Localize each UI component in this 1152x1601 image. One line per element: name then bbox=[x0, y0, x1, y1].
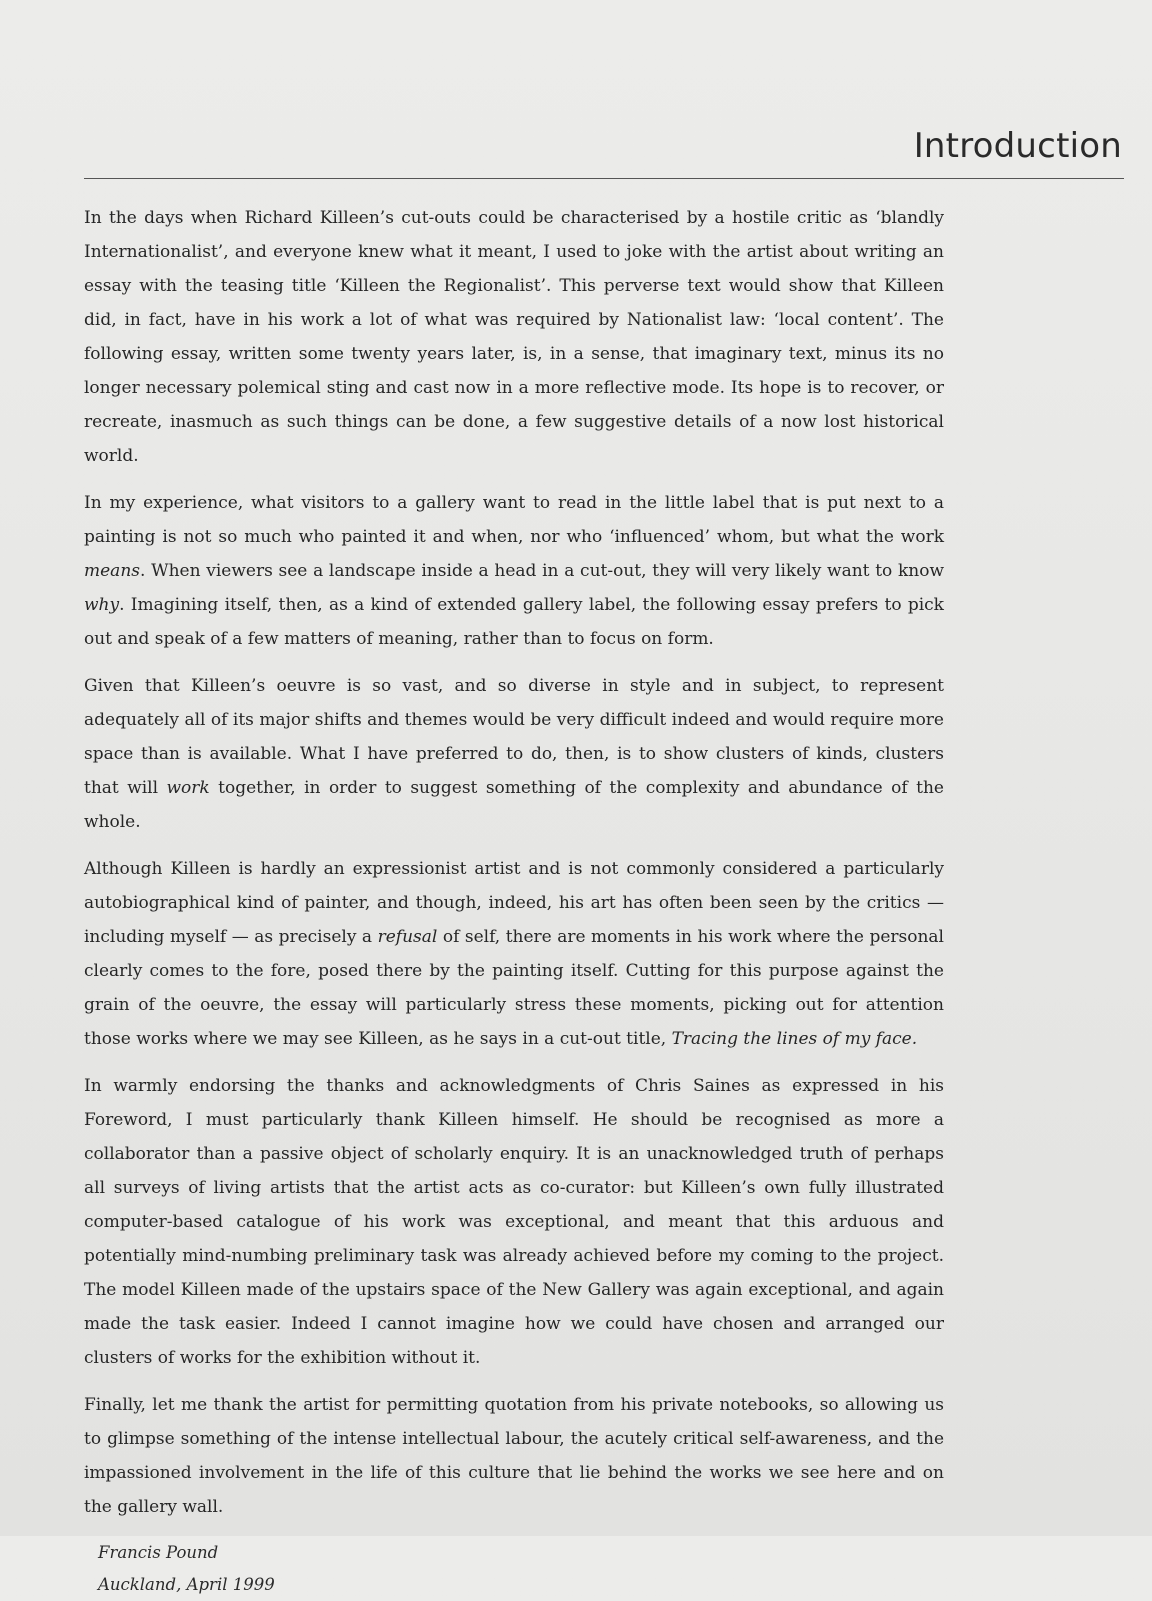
paragraph-2-text-c: . Imagining itself, then, as a kind of extended gallery label, the following essay prefers to pick out and speak of a few matters of meaning, rather than to focus on form. bbox=[84, 595, 944, 649]
paragraph-3-text-a: Given that Killeen’s oeuvre is so vast, and so diverse in style and in subject, to represent adequately all of its major shifts and themes would be very difficult indeed and would require more space than is available. What I have preferred to do, then, is to show clusters of kinds, clusters that will bbox=[84, 676, 944, 798]
paragraph-2-text-a: In my experience, what visitors to a gallery want to read in the little label that is put next to a painting is not so much who painted it and when, nor who ‘influenced’ whom, but what the work bbox=[84, 493, 944, 547]
emphasis-why: why bbox=[84, 595, 120, 615]
signature-block bbox=[84, 1537, 944, 1601]
paragraph-4 bbox=[84, 852, 944, 1056]
title-rule bbox=[84, 178, 1124, 179]
paragraph-3 bbox=[84, 669, 944, 839]
cut-out-title: Tracing the lines of my face. bbox=[671, 1029, 918, 1049]
paragraph-4-text-a: Although Killeen is hardly an expressionist artist and is not commonly considered a particularly autobiographical kind of painter, and though, indeed, his art has often been seen by the critics — including myself — as precisely a bbox=[84, 859, 944, 947]
emphasis-work: work bbox=[166, 778, 210, 798]
paragraph-6-text: Finally, let me thank the artist for permitting quotation from his private notebooks, so allowing us to glimpse something of the intense intellectual labour, the acutely critical self-awareness, and the impassioned involvement in the life of this culture that lie behind the works we see here and on the gallery wall. bbox=[84, 1395, 944, 1517]
body-text bbox=[84, 201, 944, 1601]
author-name: Francis Pound bbox=[98, 1543, 219, 1562]
paragraph-1 bbox=[84, 201, 944, 473]
paragraph-2-text-b: . When viewers see a landscape inside a head in a cut-out, they will very likely want to know bbox=[140, 561, 944, 581]
emphasis-means: means bbox=[84, 561, 140, 581]
paragraph-3-text-b: together, in order to suggest something of the complexity and abundance of the whole. bbox=[84, 778, 944, 832]
place-date: Auckland, April 1999 bbox=[98, 1575, 275, 1594]
paragraph-4-text-b: of self, there are moments in his work where the personal clearly comes to the fore, posed there by the painting itself. Cutting for this purpose against the grain of the oeuvre, the essay will particularly stress these moments, picking out for attention those works where we may see Killeen, as he says in a cut-out title, bbox=[84, 927, 944, 1049]
paragraph-6 bbox=[84, 1388, 944, 1524]
emphasis-refusal: refusal bbox=[377, 927, 438, 947]
paragraph-2 bbox=[84, 486, 944, 656]
page-title: Introduction bbox=[913, 126, 1122, 166]
paragraph-5-text: In warmly endorsing the thanks and acknowledgments of Chris Saines as expressed in his Foreword, I must particularly thank Killeen himself. He should be recognised as more a collaborator than a passive object of scholarly enquiry. It is an unacknowledged truth of perhaps all surveys of living artists that the artist acts as co-curator: but Killeen’s own fully illustrated computer-based catalogue of his work was exceptional, and meant that this arduous and potentially mind-numbing preliminary task was already achieved before my coming to the project. The model Killeen made of the upstairs space of the New Gallery was again exceptional, and again made the task easier. Indeed I cannot imagine how we could have chosen and arranged our clusters of works for the exhibition without it. bbox=[84, 1076, 944, 1368]
paragraph-1-text: In the days when Richard Killeen’s cut-outs could be characterised by a hostile critic as ‘blandly Internationalist’, and everyone knew what it meant, I used to joke with the artist about writing an essay with the teasing title ‘Killeen the Regionalist’. This perverse text would show that Killeen did, in fact, have in his work a lot of what was required by Nationalist law: ‘local content’. The following essay, written some twenty years later, is, in a sense, that imaginary text, minus its no longer necessary polemical sting and cast now in a more reflective mode. Its hope is to recover, or recreate, inasmuch as such things can be done, a few suggestive details of a now lost historical world. bbox=[84, 208, 944, 466]
paragraph-5 bbox=[84, 1069, 944, 1375]
